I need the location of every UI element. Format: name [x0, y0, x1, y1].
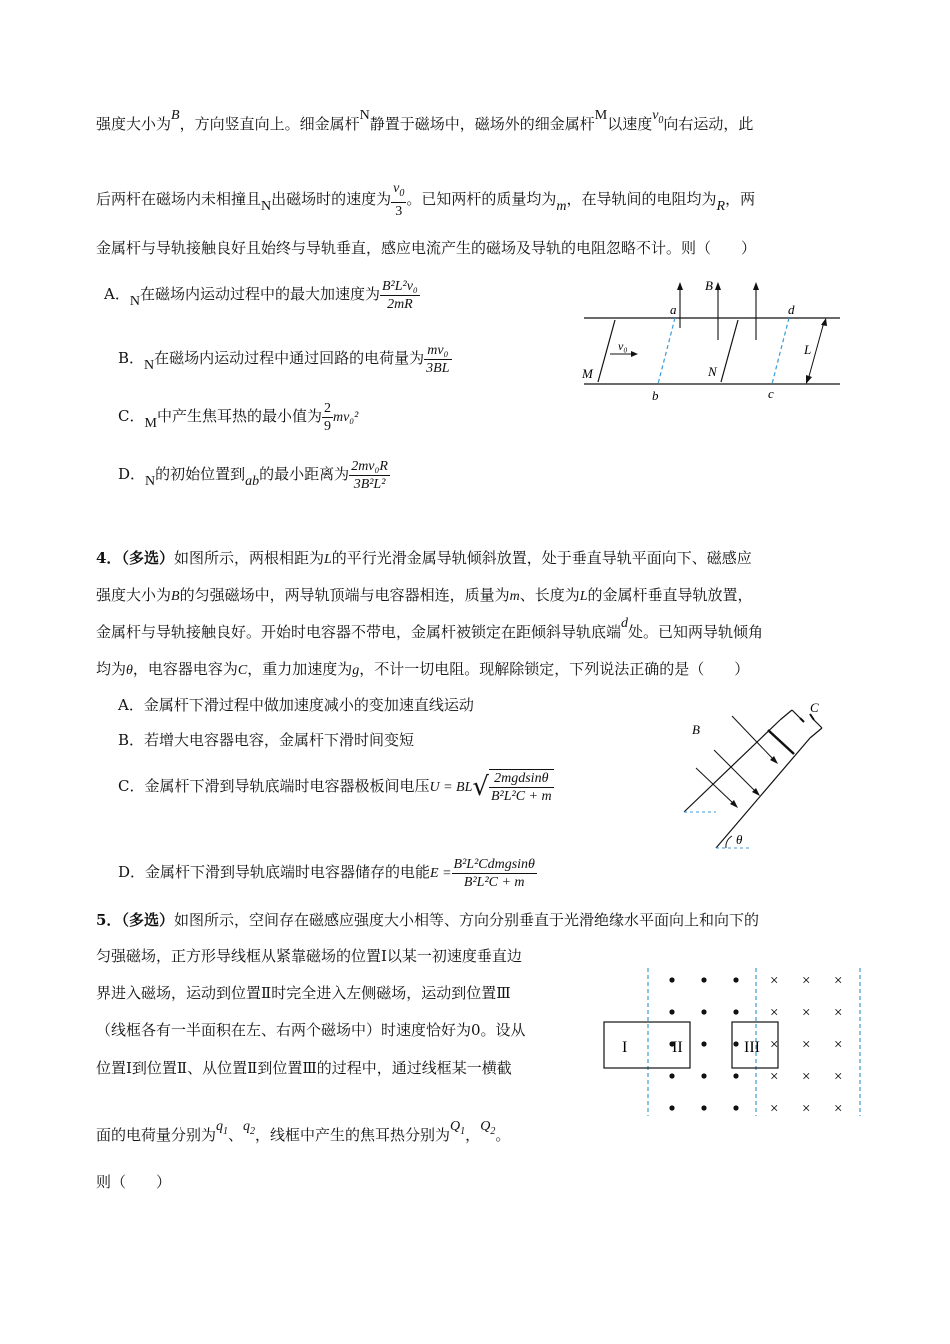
field-cross: ×: [770, 973, 779, 989]
math-v0: [652, 108, 664, 126]
option-label: B．: [118, 349, 145, 367]
frac-den: 2mR: [387, 296, 413, 312]
q4-line-4: [96, 659, 749, 681]
frac-num: 2mgdsinθ: [489, 770, 554, 788]
q4-option-b[interactable]: B．若增大电容器电容，金属杆下滑时间变短: [118, 731, 415, 749]
text: 以速度: [607, 115, 653, 133]
label-C: C: [810, 700, 819, 715]
field-dot: [701, 1009, 706, 1014]
question-tag: （多选）: [121, 911, 174, 929]
field-cross: ×: [802, 1005, 811, 1021]
field-cross: ×: [834, 1069, 843, 1085]
question-tag: （多选）: [121, 549, 174, 567]
field-cross: ×: [802, 1037, 811, 1053]
option-text: D．金属杆下滑到导轨底端时电容器储存的电能: [118, 863, 431, 881]
math-lhs: E =: [430, 866, 452, 881]
option-text: C．金属杆下滑到导轨底端时电容器极板间电压: [118, 777, 430, 795]
option-text: 的初始位置到: [155, 465, 246, 483]
math-q2: [243, 1119, 256, 1137]
q5-line-7: 则（ ）: [96, 1173, 172, 1191]
option-text: 的最小距离为: [259, 465, 350, 483]
label-theta: θ: [736, 832, 743, 847]
label-b: b: [652, 388, 659, 403]
fraction: [424, 342, 451, 377]
q3-option-b[interactable]: [118, 340, 452, 378]
math-d: d: [621, 616, 629, 631]
frac-den: B²L²C + m: [463, 874, 525, 890]
text: 、: [228, 1126, 244, 1144]
field-dot: [669, 1009, 674, 1014]
label-v0: v₀: [618, 339, 628, 353]
field-dot: [669, 977, 674, 982]
frac-den: 9: [323, 418, 331, 434]
text: ，重力加速度为: [247, 660, 353, 678]
math-R: R: [716, 198, 726, 214]
math-N: N: [129, 294, 140, 309]
label-L: L: [804, 342, 812, 357]
math-L: L: [579, 589, 588, 604]
text: 强度大小为: [96, 115, 172, 133]
Q: Q: [450, 1119, 461, 1134]
q3-line-1: [96, 108, 754, 141]
math-N: N: [261, 198, 272, 214]
text: ，: [465, 1126, 481, 1144]
label-B: B: [705, 278, 713, 293]
text: 均为: [96, 660, 127, 678]
frac-den: 3BL: [426, 360, 450, 376]
text: 、长度为: [519, 586, 580, 604]
q3-option-c[interactable]: [118, 398, 358, 436]
frac-num: v: [393, 181, 400, 196]
q3-option-d[interactable]: [118, 456, 390, 494]
math-mv0sq: mv₀²: [332, 410, 359, 425]
label-a: a: [670, 302, 677, 317]
math-M: M: [144, 416, 157, 431]
math-L: L: [323, 552, 332, 567]
text: 。: [495, 1126, 511, 1144]
frac-den: 3: [395, 203, 403, 219]
field-cross: ×: [770, 1037, 779, 1053]
fraction: [452, 856, 537, 891]
q5-line-4: （线框各有一半面积在左、右两个磁场中）时速度恰好为0。设从: [96, 1021, 526, 1039]
text: 如图所示，两根相距为: [173, 549, 324, 567]
q3-line-3: 金属杆与导轨接触良好且始终与导轨垂直，感应电流产生的磁场及导轨的电阻忽略不计。则（ ）: [96, 239, 757, 257]
math-Q2: [480, 1119, 496, 1137]
option-label: D．: [118, 465, 146, 483]
option-text: 中产生焦耳热的最小值为: [156, 407, 322, 425]
q4-incline-figure: [660, 696, 830, 856]
math-theta: θ: [126, 663, 133, 678]
sub: 2: [490, 1125, 496, 1137]
field-dot: [701, 1073, 706, 1078]
text: 后两杆在磁场内未相撞且: [96, 189, 262, 208]
field-dot: [733, 977, 738, 982]
text: 面的电荷量分别为: [96, 1126, 217, 1144]
math-m: m: [509, 589, 520, 604]
q5-line-5: 位置Ⅰ到位置Ⅱ、从位置Ⅱ到位置Ⅲ的过程中，通过线框某一横截: [96, 1059, 512, 1077]
math-N: N: [144, 358, 155, 373]
text: ，方向竖直向上。细金属杆: [179, 115, 360, 133]
fraction: [380, 278, 420, 313]
field-dot: [701, 1105, 706, 1110]
text: 如图所示，空间存在磁感应强度大小相等、方向分别垂直于光滑绝缘水平面向上和向下的: [173, 911, 759, 929]
field-dot: [701, 1041, 706, 1046]
q4-option-d[interactable]: [118, 852, 537, 894]
sub: 1: [223, 1125, 229, 1137]
q4-line-1: [96, 548, 752, 570]
frac-num: B²L²v₀: [381, 278, 418, 294]
option-text: 在磁场内运动过程中通过回路的电荷量为: [154, 349, 425, 367]
math-lhs: U = BL: [429, 780, 473, 795]
label-c: c: [768, 386, 774, 401]
label-III: III: [744, 1039, 760, 1056]
frac-den: 3B²L²: [353, 476, 386, 492]
text: ，不计一切电阻。现解除锁定，下列说法正确的是（ ）: [359, 660, 750, 678]
question-number: 5．: [96, 911, 122, 929]
q: q: [243, 1119, 251, 1134]
field-dot: [733, 1009, 738, 1014]
math-M: M: [594, 108, 608, 123]
math-N: N: [359, 108, 370, 123]
frac-den: B²L²C + m: [490, 789, 552, 804]
text: 强度大小为: [96, 586, 172, 604]
field-dot: [669, 1105, 674, 1110]
question-number: 4．: [96, 549, 122, 567]
text: 的金属杆垂直导轨放置，: [587, 586, 753, 604]
field-cross: ×: [802, 1069, 811, 1085]
field-cross: ×: [834, 1101, 843, 1117]
math-q1: [216, 1119, 229, 1137]
option-label: C．: [118, 407, 145, 425]
crosses-field: [770, 973, 842, 1117]
Q: Q: [480, 1119, 491, 1134]
field-dot: [733, 1073, 738, 1078]
q3-option-a[interactable]: [104, 276, 420, 314]
field-dot: [669, 1073, 674, 1078]
fraction-v0-over-3: [391, 180, 406, 220]
q4-line-2: [96, 585, 753, 607]
text: 静置于磁场中，磁场外的细金属杆: [369, 115, 595, 133]
field-cross: ×: [802, 973, 811, 989]
frac-num: mv₀: [424, 342, 451, 360]
fraction: [322, 400, 333, 435]
q5-line-1: [96, 910, 759, 930]
q: q: [216, 1119, 224, 1134]
text: 的平行光滑金属导轨倾斜放置，处于垂直导轨平面向下、磁感应: [331, 549, 752, 567]
sub: 1: [460, 1125, 466, 1137]
label-d: d: [788, 302, 795, 317]
field-cross: ×: [770, 1101, 779, 1117]
label-II: II: [672, 1039, 683, 1056]
text: 向右运动，此: [663, 115, 754, 133]
sub: 2: [250, 1125, 256, 1137]
q5-line-3: 界进入磁场，运动到位置Ⅱ时完全进入左侧磁场，运动到位置Ⅲ: [96, 984, 511, 1002]
label-M: M: [582, 366, 593, 381]
math-ab: ab: [245, 474, 260, 489]
math-v: v: [652, 108, 659, 123]
field-dot: [733, 1105, 738, 1110]
q5-line-6: [96, 1120, 510, 1157]
field-dot: [701, 977, 706, 982]
q4-line-3: [96, 616, 764, 644]
text: 出磁场时的速度为: [271, 189, 392, 208]
text: ，在导轨间的电阻均为: [566, 189, 717, 208]
label-I: I: [622, 1039, 628, 1056]
text: 的匀强磁场中，两导轨顶端与电容器相连，质量为: [179, 586, 510, 604]
fraction: [349, 458, 390, 493]
frac-num: 2mv₀R: [351, 458, 388, 474]
label-N: N: [708, 364, 717, 379]
math-Q1: [450, 1119, 466, 1137]
math-N: N: [145, 474, 156, 489]
option-label: A．: [104, 285, 130, 303]
text: ，线框中产生的焦耳热分别为: [255, 1126, 451, 1144]
field-cross: ×: [834, 973, 843, 989]
q4-option-c[interactable]: [118, 766, 554, 808]
math-g: g: [352, 663, 360, 678]
q3-line-2: [96, 180, 755, 220]
q5-field-figure: [600, 964, 866, 1120]
q3-rail-figure: [570, 276, 850, 406]
q5-line-2: 匀强磁场，正方形导线框从紧靠磁场的位置Ⅰ以某一初速度垂直边: [96, 947, 522, 965]
field-cross: ×: [834, 1005, 843, 1021]
sqrt-sign: √: [472, 772, 489, 802]
math-sub: 0: [658, 114, 664, 126]
text: 金属杆与导轨接触良好。开始时电容器不带电，金属杆被锁定在距倾斜导轨底端: [96, 623, 622, 641]
option-text: 在磁场内运动过程中的最大加速度为: [139, 285, 380, 303]
math-m: m: [556, 198, 567, 214]
math-B: B: [171, 589, 180, 604]
frac-num: 2: [323, 400, 331, 416]
text: 。已知两杆的质量均为: [406, 189, 557, 208]
q4-option-a[interactable]: A．金属杆下滑过程中做加速度减小的变加速直线运动: [118, 696, 474, 714]
text: 处。已知两导轨倾角: [628, 623, 764, 641]
math-C: C: [237, 663, 248, 678]
field-cross: ×: [770, 1005, 779, 1021]
field-cross: ×: [834, 1037, 843, 1053]
field-cross: ×: [770, 1069, 779, 1085]
text: ，电容器电容为: [132, 660, 238, 678]
frac-num-sub: 0: [399, 187, 405, 199]
math-B: B: [171, 108, 180, 123]
field-dot: [733, 1041, 738, 1046]
frac-num: B²L²Cdmgsinθ: [453, 856, 535, 872]
text: ，两: [725, 189, 756, 208]
label-B: B: [692, 722, 700, 737]
field-cross: ×: [802, 1101, 811, 1117]
fraction: [489, 769, 554, 805]
